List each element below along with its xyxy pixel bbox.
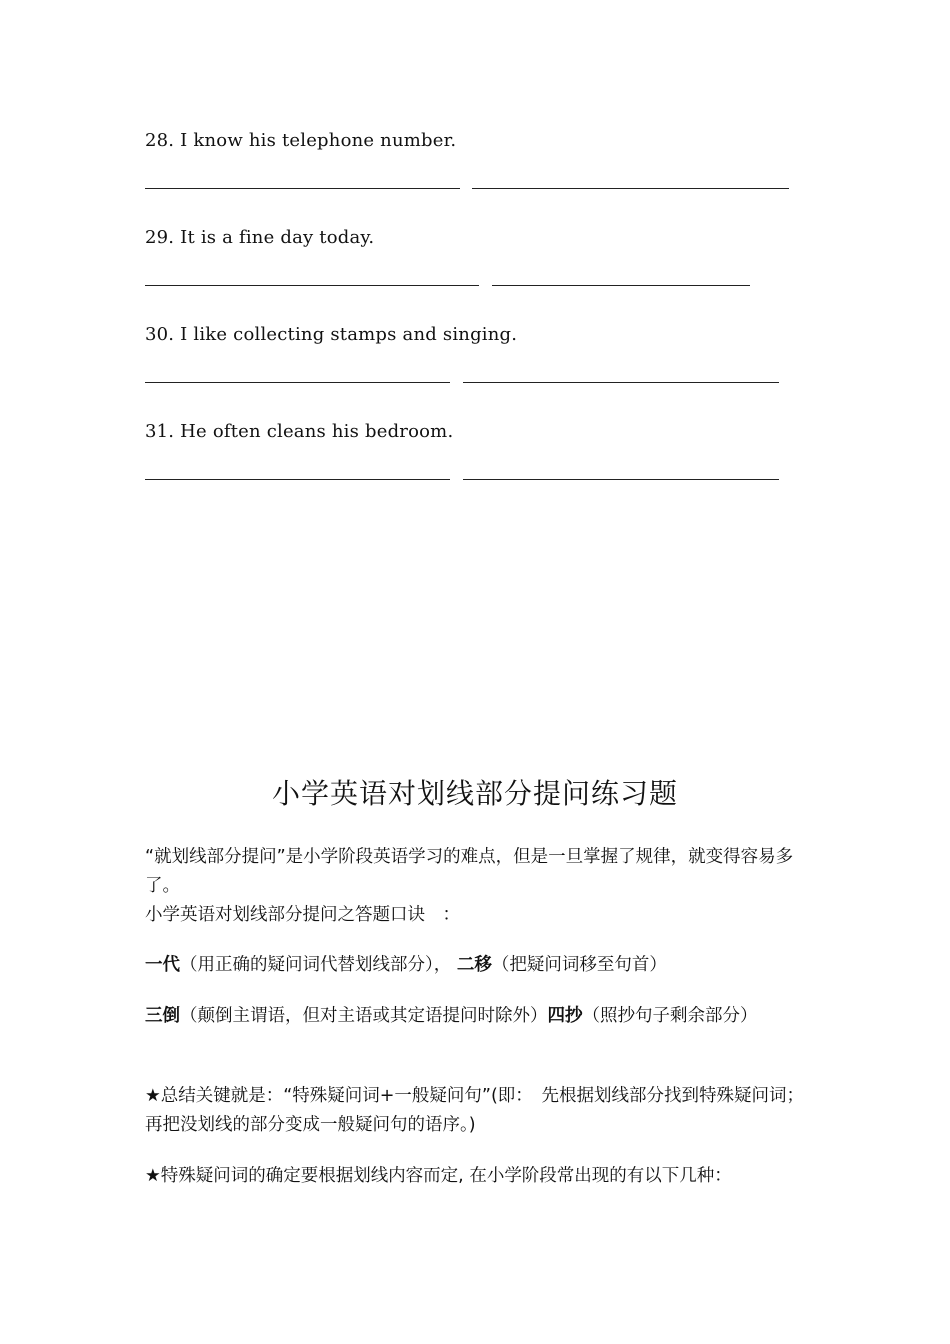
summary-paragraph: ★总结关键就是：“特殊疑问词+一般疑问句”(即： 先根据划线部分找到特殊疑问词； 再把没划线的部分变成一般疑问句的语序。) (145, 1086, 813, 1135)
rule-desc-3: （颠倒主谓语，但对主语或其定语提问时除外） (180, 1006, 548, 1026)
answer-line (463, 382, 779, 383)
answer-line (145, 188, 460, 189)
question-28: 28. I know his telephone number. (145, 130, 457, 151)
note-paragraph: ★特殊疑问词的确定要根据划线内容而定, 在小学阶段常出现的有以下几种： (145, 1166, 732, 1186)
intro-paragraph: “就划线部分提问”是小学阶段英语学习的难点，但是一旦掌握了规律，就变得容易多了。 (145, 847, 794, 896)
answer-line (463, 479, 779, 480)
rule-line-1 (145, 951, 810, 980)
answer-line (492, 285, 750, 286)
question-31: 31. He often cleans his bedroom. (145, 421, 454, 442)
answer-line (145, 382, 450, 383)
rule-key-1: 一代 (145, 955, 180, 975)
rule-line-2 (145, 1002, 810, 1031)
rule-key-3: 三倒 (145, 1006, 180, 1026)
rule-desc-2: （把疑问词移至句首） (491, 955, 667, 975)
question-29: 29. It is a fine day today. (145, 227, 375, 248)
answer-line (472, 188, 789, 189)
answer-line (145, 285, 479, 286)
rule-desc-1: （用正确的疑问词代替划线部分）， (180, 955, 452, 975)
question-30: 30. I like collecting stamps and singing. (145, 324, 518, 345)
mnemonic-heading: 小学英语对划线部分提问之答题口诀 ： (145, 905, 460, 925)
rule-key-4: 四抄 (547, 1006, 583, 1026)
rule-key-2: 二移 (456, 955, 492, 975)
rule-desc-4: （照抄句子剩余部分） (582, 1006, 758, 1026)
answer-line (145, 479, 450, 480)
section-title: 小学英语对划线部分提问练习题 (271, 777, 678, 810)
